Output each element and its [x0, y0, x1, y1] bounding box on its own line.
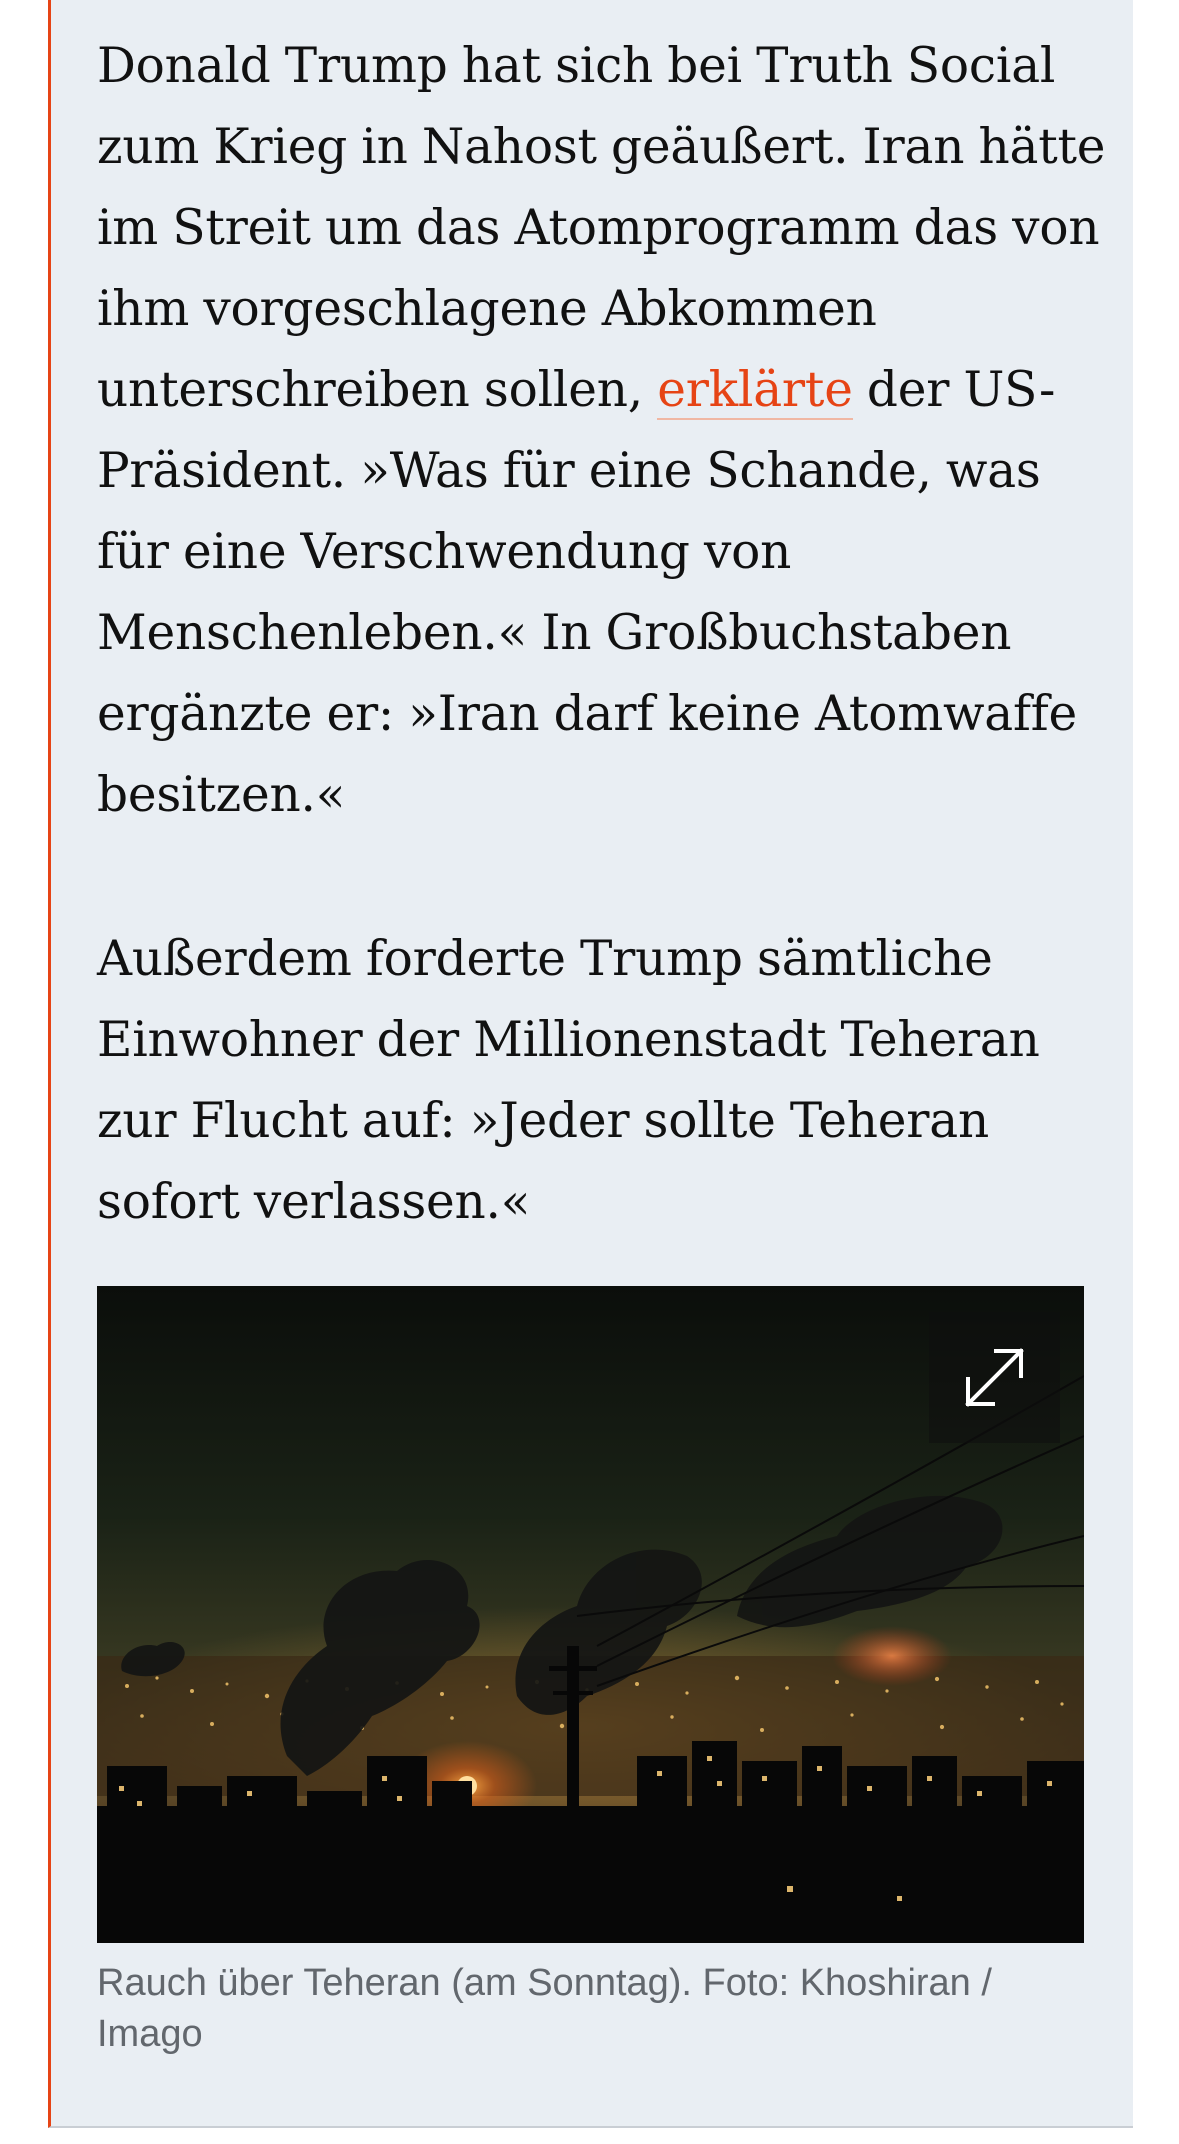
- article-paragraph: Außerdem forderte Trump sämtliche Einwohner der Millionenstadt Teheran zur Flucht auf: »Jeder sollte Teheran sofort verlassen.«: [97, 931, 1040, 1230]
- paragraph-text: der US-Präsident. »Was für eine Schande, was für eine Verschwendung von Menschenleben.« In Großbuchstaben ergänzte er: »Iran darf keine Atomwaffe besitzen.«: [97, 362, 1078, 823]
- article-card: [48, 0, 1133, 2128]
- paragraph-text: Donald Trump hat sich bei Truth Social zum Krieg in Nahost geäußert. Iran hätte im Streit um das Atomprogramm das von ihm vorgeschlagene Abkommen unterschreiben sollen,: [97, 38, 1106, 418]
- article-photo[interactable]: [97, 1286, 1084, 1943]
- inline-link-erklaerte[interactable]: erklärte: [657, 362, 853, 418]
- expand-image-button[interactable]: [929, 1312, 1060, 1443]
- article-paragraph: [97, 26, 1107, 836]
- expand-arrows-icon: [960, 1343, 1029, 1412]
- photo-caption: Rauch über Teheran (am Sonntag). Foto: Khoshiran / Imago: [97, 1962, 992, 2055]
